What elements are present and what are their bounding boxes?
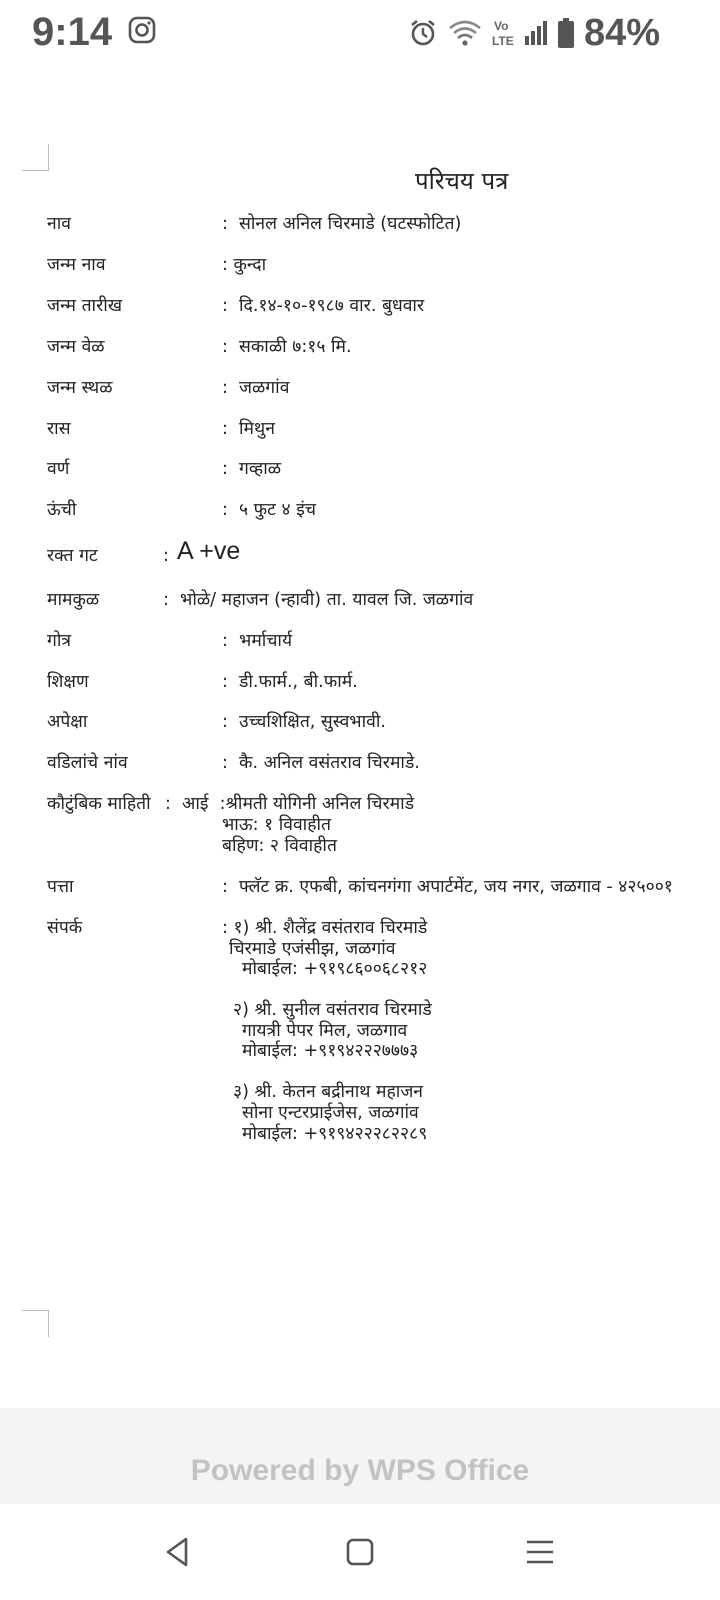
row-value: : भोळे/ महाजन (न्हावी) ता. यावल जि. जळगांव	[163, 590, 474, 610]
contact-line: चिरमाडे एजंसीझ, जळगांव	[229, 939, 396, 959]
contact-line: २) श्री. सुनील वसंतराव चिरमाडे	[233, 1000, 432, 1020]
status-bar	[0, 0, 720, 70]
row-label: वर्ण	[47, 459, 70, 479]
row-label: गोत्र	[47, 631, 72, 651]
row-value: : ५ फुट ४ इंच	[222, 500, 316, 520]
document-title: परिचय पत्र	[415, 167, 509, 195]
svg-text:LTE: LTE	[491, 34, 514, 48]
row-value: : फ्लॅट क्र. एफबी, कांचनगंगा अपार्टमेंट, जय नगर, जळगाव - ४२५००१	[222, 877, 673, 897]
status-time: 9:14	[32, 10, 113, 54]
signal-icon	[524, 20, 548, 46]
row-label: नाव	[47, 214, 71, 234]
row-label: जन्म तारीख	[47, 296, 123, 316]
contact-line: गायत्री पेपर मिल, जळगाव	[242, 1021, 408, 1041]
row-label: जन्म वेळ	[47, 337, 105, 357]
row-value: : जळगांव	[222, 378, 290, 398]
row-label: अपेक्षा	[47, 712, 88, 732]
volte-icon	[492, 17, 514, 49]
row-value: : कै. अनिल वसंतराव चिरमाडे.	[222, 753, 420, 773]
alarm-icon	[408, 18, 438, 48]
row-label: मामकुळ	[47, 590, 100, 610]
page-corner-mark	[22, 144, 49, 171]
row-label: रास	[47, 419, 71, 439]
page-corner-mark	[22, 1310, 49, 1337]
svg-text:Vo: Vo	[493, 19, 509, 33]
battery-icon	[558, 18, 574, 48]
row-label: ऊंची	[47, 500, 77, 520]
row-value: : दि.१४-१०-१९८७ वार. बुधवार	[222, 296, 425, 316]
row-value: बहिण: २ विवाहीत	[222, 836, 337, 856]
row-value: : आई :श्रीमती योगिनी अनिल चिरमाडे	[165, 794, 415, 814]
contact-line: मोबाईल: +९१९४२२२७७७३	[242, 1041, 419, 1061]
instagram-icon	[128, 16, 156, 44]
blood-group-value: A +ve	[177, 537, 241, 565]
row-label: जन्म नाव	[47, 255, 106, 275]
row-label: जन्म स्थळ	[47, 378, 113, 398]
contact-line: सोना एन्टरप्राईजेस, जळगांव	[242, 1103, 419, 1123]
row-label: रक्त गट	[47, 546, 98, 566]
row-value: : डी.फार्म., बी.फार्म.	[222, 672, 358, 692]
row-value: : गव्हाळ	[222, 459, 282, 479]
home-icon[interactable]	[342, 1534, 378, 1570]
status-icons	[408, 8, 660, 58]
back-icon[interactable]	[160, 1534, 196, 1570]
row-label: वडिलांचे नांव	[47, 753, 128, 773]
row-label: पत्ता	[47, 877, 74, 897]
powered-by-label: Powered by WPS Office	[190, 1454, 530, 1487]
row-value: : सकाळी ७:१५ मि.	[222, 337, 352, 357]
recents-icon[interactable]	[522, 1534, 558, 1570]
row-label: कौटुंबिक माहिती	[47, 794, 151, 814]
row-value: : उच्चशिक्षित, सुस्वभावी.	[222, 712, 386, 732]
contact-line: ३) श्री. केतन बद्रीनाथ महाजन	[233, 1082, 424, 1102]
row-value: :	[163, 546, 169, 566]
row-label: शिक्षण	[47, 672, 89, 692]
contact-line: मोबाईल: +९१९८६००६८२१२	[242, 959, 428, 979]
row-value: भाऊ: १ विवाहीत	[222, 815, 332, 835]
row-label: संपर्क	[47, 918, 83, 938]
contact-line: मोबाईल: +९१९४२२२८२२८९	[242, 1124, 428, 1144]
row-value: : मिथुन	[222, 419, 275, 439]
row-value: : १) श्री. शैलेंद्र वसंतराव चिरमाडे	[222, 918, 428, 938]
wifi-icon	[448, 19, 482, 47]
row-value: : सोनल अनिल चिरमाडे (घटस्फोटित)	[222, 214, 462, 234]
row-value: : भर्माचार्य	[222, 631, 293, 651]
row-value: : कुन्दा	[222, 255, 267, 275]
battery-percent: 84%	[583, 11, 660, 54]
